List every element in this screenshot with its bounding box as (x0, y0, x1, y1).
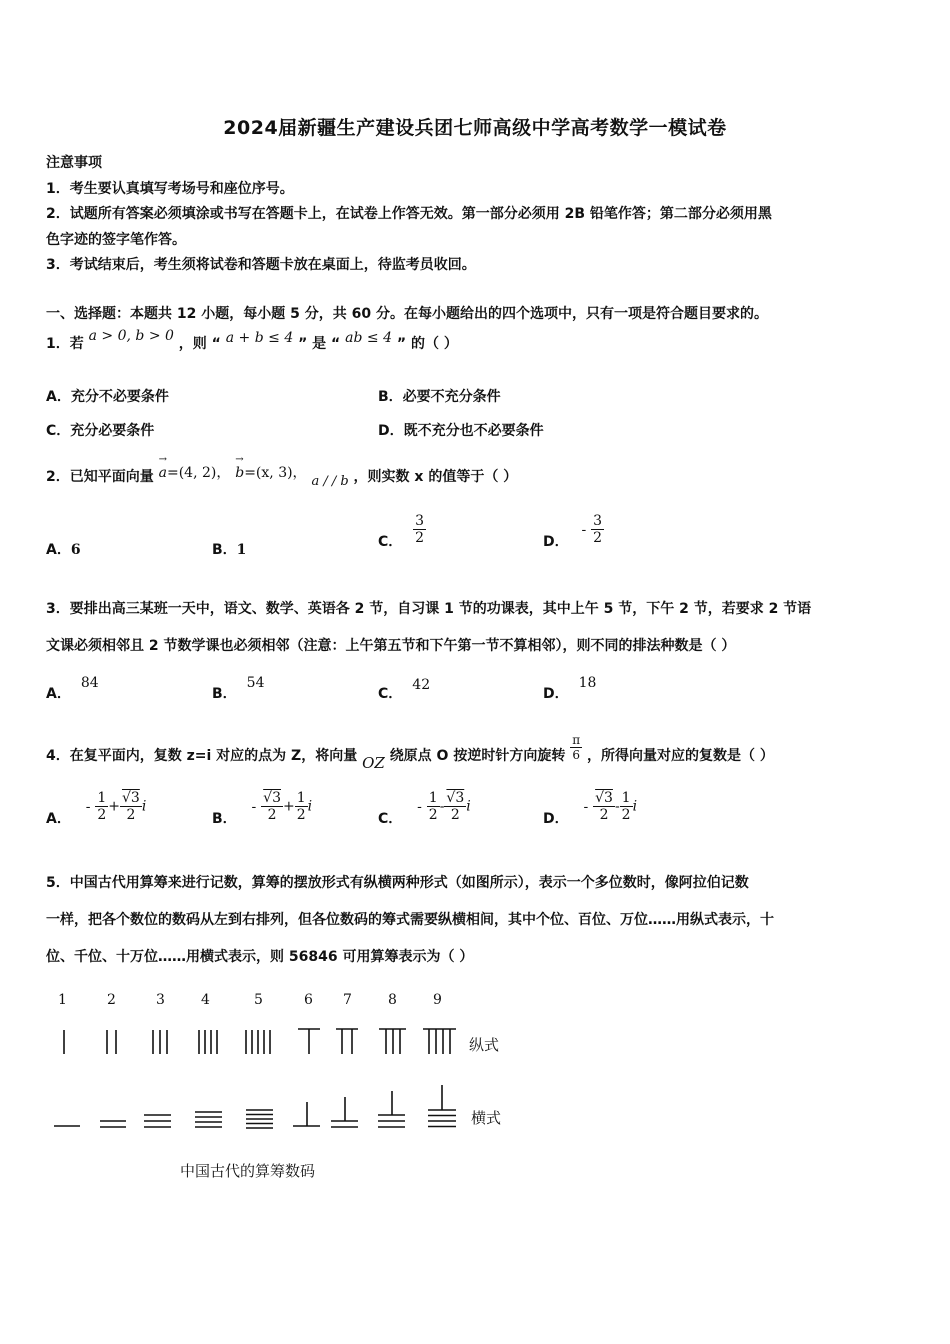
q3-option-a[interactable]: A．84 (46, 675, 99, 702)
rod-digit-label: 8 (388, 992, 397, 1008)
note-item: 1．考生要认真填写考场号和座位序号。 (46, 181, 294, 197)
question-5-line1: 5．中国古代用算筹来进行记数，算筹的摆放形式有纵横两种形式（如图所示），表示一个多位数时，像阿拉伯记数 (46, 875, 749, 891)
rod-digit-label: 6 (304, 992, 313, 1008)
q2-b-value: =(x, 3)， (244, 465, 307, 481)
q2-prefix: 2．已知平面向量 (46, 469, 154, 485)
question-5-line2: 一样，把各个数位的数码从左到右排列，但各位数码的筹式需要纵横相间，其中个位、百位、万位……用纵式表示，十 (46, 912, 774, 928)
q1-option-d[interactable]: D．既不充分也不必要条件 (378, 423, 544, 439)
q1-expr2: ab ≤ 4 (345, 330, 392, 346)
q4-option-b[interactable]: B． - $\frac{√3}{2}$ + $\frac{1}{2}$ i (212, 790, 313, 827)
q2-option-a[interactable]: A．6 (46, 542, 81, 558)
q4-option-d[interactable]: D． - $\frac{√3}{2}$ - $\frac{1}{2}$ i (543, 790, 638, 827)
rod-digit-label: 3 (156, 992, 165, 1008)
q4-suffix: ，所得向量对应的复数是（ ） (586, 747, 774, 764)
q1-suffix: ” 的（ ） (396, 336, 458, 352)
page-title: 2024届新疆生产建设兵团七师高级中学高考数学一模试卷 (223, 117, 727, 139)
q2-suffix: ，则实数 x 的值等于（ ） (353, 469, 518, 485)
rod-digit-label: 7 (343, 992, 352, 1008)
q2-option-d[interactable]: D． - $\frac{3}{2}$ (543, 513, 603, 550)
rod-digit-label: 2 (107, 992, 116, 1008)
q1-prefix: 1．若 (46, 336, 84, 352)
figure-caption: 中国古代的算筹数码 (180, 1162, 316, 1180)
q1-option-b[interactable]: B．必要不充分条件 (378, 389, 501, 405)
q2-option-b[interactable]: B．1 (212, 542, 247, 558)
q4-option-a[interactable]: A． - $\frac{1}{2}$ + $\frac{√3}{2}$ i (46, 790, 147, 827)
question-5-line3: 位、千位、十万位……用横式表示，则 56846 可用算筹表示为（ ） (46, 949, 474, 965)
note-item: 色字迹的签字笔作答。 (46, 232, 186, 248)
q1-option-a[interactable]: A．充分不必要条件 (46, 389, 169, 405)
rod-digit-label: 9 (433, 992, 442, 1008)
note-item: 3．考试结束后，考生须将试卷和答题卡放在桌面上，待监考员收回。 (46, 257, 476, 273)
q4-angle: $\frac{\pi}{6}$ (572, 733, 581, 762)
q2-vector-b: → b (235, 454, 245, 481)
section-heading: 一、选择题：本题共 12 小题，每小题 5 分，共 60 分。在每小题给出的四个选项中，只有一项是符合题目要求的。 (46, 306, 768, 322)
q2-a-value: =(4, 2)， (166, 465, 231, 481)
note-item: 2．试题所有答案必须填涂或书写在答题卡上，在试卷上作答无效。第一部分必须用 2B 铅笔作答；第二部分必须用黑 (46, 206, 772, 222)
q4-prefix: 4．在复平面内，复数 z=i 对应的点为 Z，将向量 (46, 747, 358, 764)
q1-option-c[interactable]: C．充分必要条件 (46, 423, 155, 439)
q2-vector-a: → a (158, 454, 168, 481)
q1-condition: a > 0, b > 0 (88, 328, 174, 344)
q1-mid2: ” 是 “ (298, 336, 341, 352)
q1-mid1: ，则 “ (178, 336, 221, 352)
q4-vector-oz: OZ (362, 753, 385, 772)
notes-heading: 注意事项 (46, 155, 102, 171)
q3-option-d[interactable]: D．18 (543, 675, 597, 702)
rod-digit-label: 5 (254, 992, 263, 1008)
q2-parallel: a / / b (311, 474, 349, 489)
q3-option-b[interactable]: B．54 (212, 675, 265, 702)
q4-mid: 绕原点 O 按逆时针方向旋转 (389, 747, 566, 764)
q1-expr1: a + b ≤ 4 (225, 330, 294, 346)
q3-option-c[interactable]: C．42 (378, 677, 431, 702)
q4-option-c[interactable]: C． - $\frac{1}{2}$ - $\frac{√3}{2}$ i (378, 790, 471, 827)
rod-digit-label: 1 (58, 992, 67, 1008)
rod-digit-label: 4 (201, 992, 210, 1008)
vertical-form-label: 纵式 (469, 1036, 500, 1054)
question-3-line1: 3．要排出高三某班一天中，语文、数学、英语各 2 节，自习课 1 节的功课表，其中上午 5 节，下午 2 节，若要求 2 节语 (46, 601, 812, 617)
horizontal-form-label: 横式 (471, 1109, 502, 1127)
q2-option-c[interactable]: C． $\frac{3}{2}$ (378, 513, 425, 550)
question-3-line2: 文课必须相邻且 2 节数学课也必须相邻（注意：上午第五节和下午第一节不算相邻），则不同的排法种数是（ ） (46, 638, 736, 654)
